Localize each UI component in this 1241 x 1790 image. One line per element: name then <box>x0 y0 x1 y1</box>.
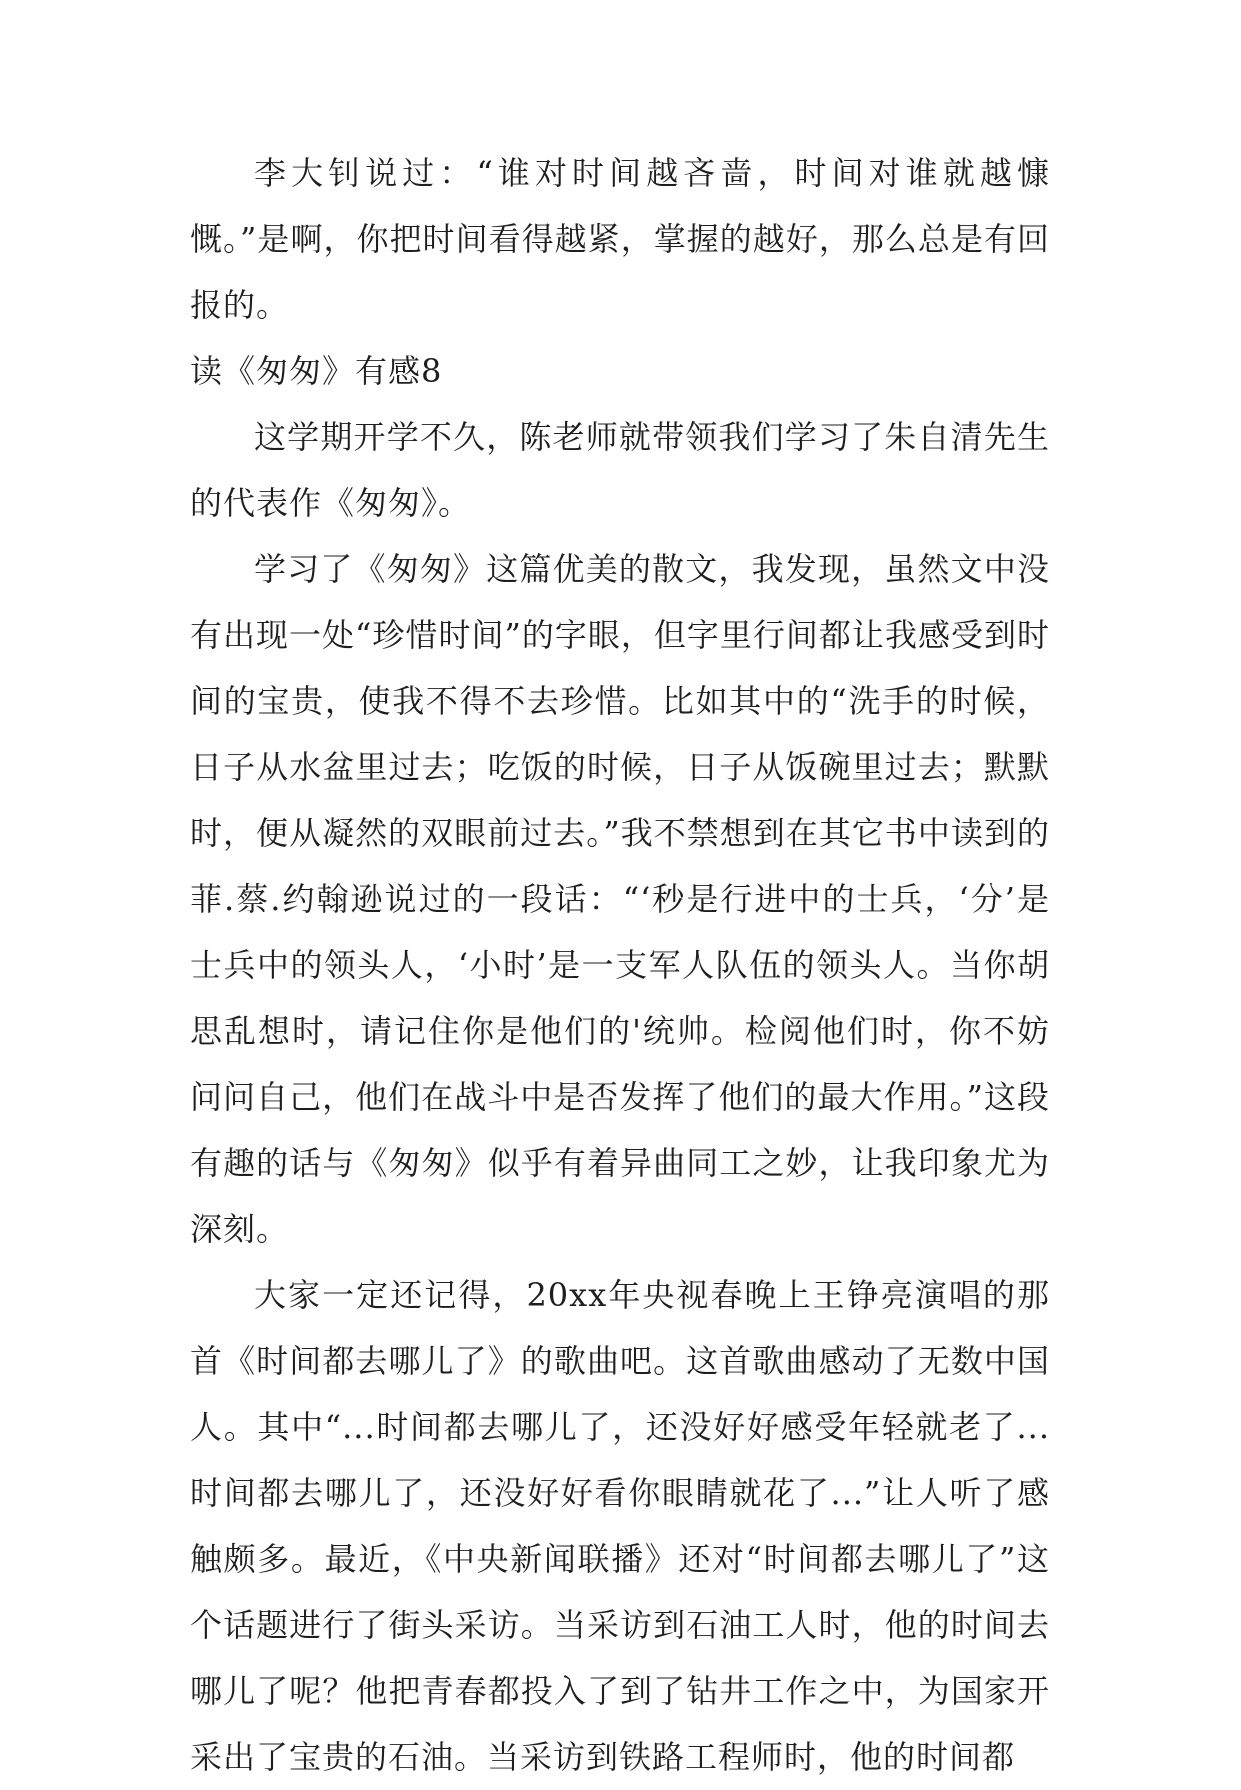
document-body <box>190 140 1050 1790</box>
paragraph-reflection: 学习了《匆匆》这篇优美的散文，我发现，虽然文中没有出现一处“珍惜时间”的字眼，但字里行间都让我感受到时间的宝贵，使我不得不去珍惜。比如其中的“洗手的时候，日子从水盆里过去；吃饭的时候，日子从饭碗里过去；默默时，便从凝然的双眼前过去。”我不禁想到在其它书中读到的菲.蔡.约翰逊说过的一段话：“‘秒是行进中的士兵，‘分’是士兵中的领头人，‘小时’是一支军人队伍的领头人。当你胡思乱想时，请记住你是他们的'统帅。检阅他们时，你不妨问问自己，他们在战斗中是否发挥了他们的最大作用。”这段有趣的话与《匆匆》似乎有着异曲同工之妙，让我印象尤为深刻。 <box>190 550 1050 1248</box>
paragraph-quote-li-dazhao: 李大钊说过：“谁对时间越吝啬，时间对谁就越慷慨。”是啊，你把时间看得越紧，掌握的越好，那么总是有回报的。 <box>190 154 1050 324</box>
paragraph-song: 大家一定还记得，20xx年央视春晚上王铮亮演唱的那首《时间都去哪儿了》的歌曲吧。这首歌曲感动了无数中国人。其中“...时间都去哪儿了，还没好好感受年轻就老了...时间都去哪儿了，还没好好看你眼睛就花了...”让人听了感触颇多。最近，《中央新闻联播》还对“时间都去哪儿了”这个话题进行了街头采访。当采访到石油工人时，他的时间去哪儿了呢？他把青春都投入了到了钻井工作之中，为国家开采出了宝贵的石油。当采访到铁路工程师时，他的时间都 <box>190 1276 1050 1776</box>
section-heading: 读《匆匆》有感8 <box>190 352 443 390</box>
paragraph-intro: 这学期开学不久，陈老师就带领我们学习了朱自清先生的代表作《匆匆》。 <box>190 418 1050 522</box>
